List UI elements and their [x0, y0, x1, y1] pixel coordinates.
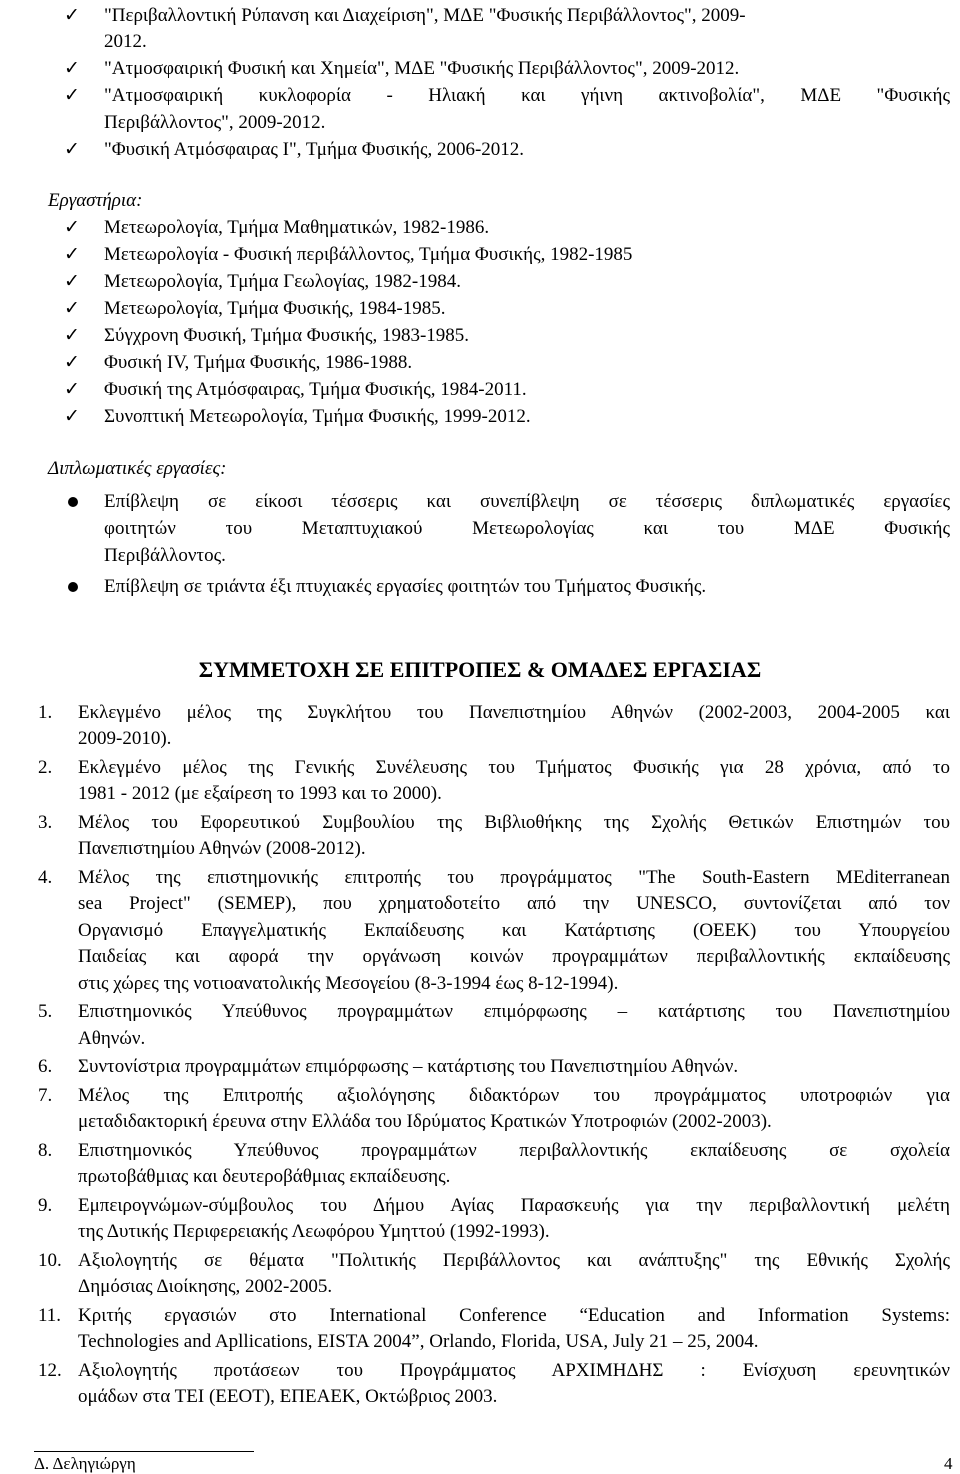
check-mark-icon: ✓: [64, 352, 80, 373]
list-item-number: 4.: [38, 867, 53, 888]
list-item-line: πρωτοβάθμιας και δευτεροβάθμιας εκπαίδευσης.: [78, 1166, 451, 1188]
list-item-line: Εκλεγμένο μέλος της Συγκλήτου του Πανεπιστημίου Αθηνών (2002-2003, 2004-2005 και: [78, 702, 950, 723]
theses-item-1-line-3: Περιβάλλοντος.: [104, 545, 226, 566]
theses-item-1-line-2: φοιτητών του Μεταπτυχιακού Μετεωρολογίας και του ΜΔΕ Φυσικής: [104, 518, 950, 539]
list-item-line: Αθηνών.: [78, 1027, 146, 1049]
list-item-line: Κριτής εργασιών στο International Conference “Education and Information Systems:: [78, 1304, 950, 1326]
list-item-line: μεταδιδακτορική έρευνα στην Ελλάδα του Ιδρύματος Κρατικών Υποτροφιών (2002-2003).: [78, 1111, 772, 1133]
list-item-line: στις χώρες της νοτιοανατολικής Μεσογείου (8-3-1994 έως 8-12-1994).: [78, 972, 619, 994]
footer-divider: [34, 1451, 254, 1452]
list-item-number: 6.: [38, 1056, 53, 1078]
list-item-line: Επιστημονικός Υπεύθυνος προγραμμάτων επιμόρφωσης – κατάρτισης του Πανεπιστημίου: [78, 1001, 950, 1023]
list-item-line: Συντονίστρια προγραμμάτων επιμόρφωσης – κατάρτισης του Πανεπιστημίου Αθηνών.: [78, 1056, 739, 1078]
course-item-4: "Φυσική Ατμόσφαιρας Ι", Τμήμα Φυσικής, 2006-2012.: [104, 139, 525, 160]
theses-item-2: Επίβλεψη σε τριάντα έξι πτυχιακές εργασίες φοιτητών του Τμήματος Φυσικής.: [104, 576, 707, 597]
course-item-1-line-2: 2012.: [104, 31, 147, 52]
bullet-dot-icon: [68, 582, 78, 592]
labs-heading: Εργαστήρια:: [48, 190, 143, 211]
list-item-line: Αξιολογητής προτάσεων του Προγράμματος ΑΡΧΙΜΗΔΗΣ : Ενίσχυση ερευνητικών: [78, 1359, 950, 1381]
check-mark-icon: ✓: [64, 244, 80, 265]
list-item-number: 1.: [38, 702, 53, 723]
list-item-line: 2009-2010).: [78, 728, 172, 750]
list-item-line: της Δυτικής Περιφερειακής Λεωφόρου Υμηττού (1992-1993).: [78, 1221, 550, 1243]
footer-author: Δ. Δεληγιώργη: [34, 1454, 136, 1473]
lab-item: Φυσική της Ατμόσφαιρας, Τμήμα Φυσικής, 1984-2011.: [104, 379, 527, 400]
check-mark-icon: ✓: [64, 85, 80, 106]
list-item-line: Technologies and Apllications, EISTA 2004”, Orlando, Florida, USA, July 21 – 25, 2004.: [78, 1331, 759, 1353]
committees-heading: ΣΥΜΜΕΤΟΧΗ ΣΕ ΕΠΙΤΡΟΠΕΣ & ΟΜΑΔΕΣ ΕΡΓΑΣΙΑΣ: [198, 657, 762, 682]
bullet-dot-icon: [68, 497, 78, 507]
list-item-line: Αξιολογητής σε θέματα "Πολιτικής Περιβάλλοντος και ανάπτυξης" της Εθνικής Σχολής: [78, 1249, 950, 1271]
check-mark-icon: ✓: [64, 217, 80, 238]
list-item-number: 12.: [38, 1359, 62, 1381]
list-item-number: 7.: [38, 1084, 53, 1106]
check-mark-icon: ✓: [64, 5, 80, 26]
lab-item: Μετεωρολογία, Τμήμα Γεωλογίας, 1982-1984.: [104, 271, 461, 292]
list-item-line: Επιστημονικός Υπεύθυνος προγραμμάτων περιβαλλοντικής εκπαίδευσης σε σχολεία: [78, 1139, 950, 1161]
check-mark-icon: ✓: [64, 58, 80, 79]
list-item-line: Μέλος της επιστημονικής επιτροπής του προγράμματος "The South-Eastern MEditerranean: [78, 867, 950, 888]
list-item-line: Εμπειρογνώμων-σύμβουλος του Δήμου Αγίας Παρασκευής για την περιβαλλοντική μελέτη: [78, 1194, 950, 1216]
course-item-2: "Ατμοσφαιρική Φυσική και Χημεία", ΜΔΕ "Φυσικής Περιβάλλοντος", 2009-2012.: [104, 58, 740, 79]
list-item-line: Οργανισμό Επαγγελματικής Εκπαίδευσης και Κατάρτισης (ΟΕΕΚ) του Υπουργείου: [78, 919, 950, 941]
list-item-line: Πανεπιστημίου Αθηνών (2008-2012).: [78, 838, 366, 860]
list-item-line: ομάδων στα ΤΕΙ (ΕΕΟΤ), ΕΠΕΑΕΚ, Οκτώβριος 2003.: [78, 1386, 498, 1408]
list-item-line: Δημόσιας Διοίκησης, 2002-2005.: [78, 1276, 333, 1298]
check-mark-icon: ✓: [64, 406, 80, 427]
list-item-number: 8.: [38, 1139, 53, 1161]
lab-item: Συνοπτική Μετεωρολογία, Τμήμα Φυσικής, 1999-2012.: [104, 406, 531, 427]
list-item-line: sea Project" (SEMEP), που χρηματοδοτείτο από την UNESCO, συντονίζεται από τον: [78, 893, 950, 915]
check-mark-icon: ✓: [64, 271, 80, 292]
lab-item: Μετεωρολογία, Τμήμα Φυσικής, 1984-1985.: [104, 298, 446, 319]
course-item-3-line-2: Περιβάλλοντος", 2009-2012.: [104, 112, 326, 133]
list-item-number: 2.: [38, 757, 53, 778]
list-item-line: Εκλεγμένο μέλος της Γενικής Συνέλευσης του Τμήματος Φυσικής για 28 χρόνια, από το: [78, 757, 950, 778]
check-mark-icon: ✓: [64, 139, 80, 160]
list-item-line: Μέλος της Επιτροπής αξιολόγησης διδακτόρων του προγράμματος υποτροφιών για: [78, 1084, 950, 1106]
theses-heading: Διπλωματικές εργασίες:: [48, 458, 227, 479]
lab-item: Μετεωρολογία, Τμήμα Μαθηματικών, 1982-1986.: [104, 217, 490, 238]
list-item-line: 1981 - 2012 (με εξαίρεση το 1993 και το 2000).: [78, 783, 442, 805]
list-item-number: 3.: [38, 812, 53, 833]
list-item-line: Παιδείας και αφορά την οργάνωση κοινών προγραμμάτων περιβαλλοντικής εκπαίδευσης: [78, 946, 950, 968]
lab-item: Σύγχρονη Φυσική, Τμήμα Φυσικής, 1983-1985.: [104, 325, 470, 346]
course-item-3-line-1: "Ατμοσφαιρική κυκλοφορία - Ηλιακή και γήινη ακτινοβολία", ΜΔΕ "Φυσικής: [104, 85, 950, 106]
course-item-1-line-1: "Περιβαλλοντική Ρύπανση και Διαχείριση", ΜΔΕ "Φυσικής Περιβάλλοντος", 2009-: [104, 5, 746, 26]
list-item-number: 9.: [38, 1194, 53, 1216]
check-mark-icon: ✓: [64, 298, 80, 319]
lab-item: Μετεωρολογία - Φυσική περιβάλλοντος, Τμήμα Φυσικής, 1982-1985: [104, 244, 633, 265]
lab-item: Φυσική ΙV, Τμήμα Φυσικής, 1986-1988.: [104, 352, 413, 373]
list-item-number: 10.: [38, 1249, 62, 1271]
list-item-number: 11.: [38, 1304, 62, 1326]
list-item-number: 5.: [38, 1001, 53, 1023]
check-mark-icon: ✓: [64, 379, 80, 400]
theses-item-1-line-1: Επίβλεψη σε είκοσι τέσσερις και συνεπίβλεψη σε τέσσερις διπλωματικές εργασίες: [104, 491, 950, 512]
check-mark-icon: ✓: [64, 325, 80, 346]
footer-page-number: 4: [944, 1454, 953, 1473]
list-item-line: Μέλος του Εφορευτικού Συμβουλίου της Βιβλιοθήκης της Σχολής Θετικών Επιστημών του: [78, 812, 950, 833]
